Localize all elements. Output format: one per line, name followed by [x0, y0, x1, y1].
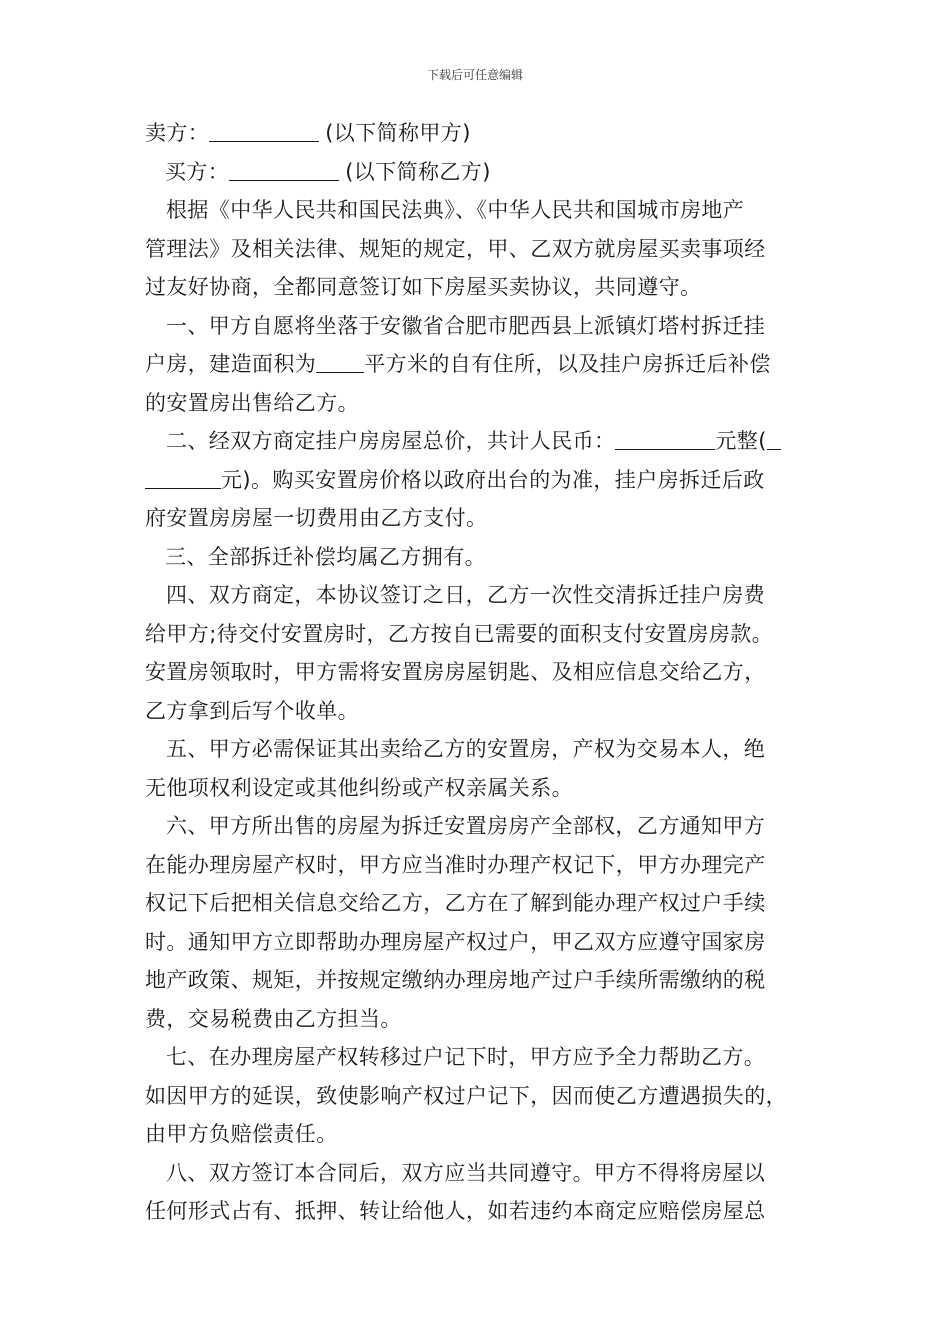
article-4-line-4: 乙方拿到后写个收单。: [145, 698, 359, 723]
seller-line: [145, 114, 810, 153]
article-6-line-1: 六、甲方所出售的房屋为拆迁安置房房产全部权，乙方通知甲方: [166, 814, 766, 838]
article-7-line-2: 如因甲方的延误，致使影响产权过户记下，因而使乙方遭遇损失的，: [145, 1083, 787, 1108]
buyer-suffix: (以下简称乙方): [345, 159, 491, 184]
article-5-line-1: 五、甲方必需保证其出卖给乙方的安置房，产权为交易本人，绝: [166, 737, 766, 761]
price-words-blank-start: [767, 427, 781, 450]
article-2-line-3: 府安置房房屋一切费用由乙方支付。: [145, 506, 488, 530]
article-1-line-1: 一、甲方自愿将坐落于安徽省合肥市肥西县上派镇灯塔村拆迁挂: [166, 313, 766, 338]
article-6-line-3: 权记下后把相关信息交给乙方，乙方在了解到能办理产权过户手续: [145, 891, 766, 915]
article-7-line-3: 由甲方负赔偿责任。: [145, 1122, 338, 1146]
article-2-text-c: 元)。购买安置房价格以政府出台的为准，挂户房拆迁后政: [221, 467, 765, 492]
buyer-line: [145, 153, 810, 192]
page-header: 下载后可任意编辑: [426, 68, 523, 82]
article-4-line-3: 安置房领取时，甲方需将安置房房屋钥匙、及相应信息交给乙方，: [145, 660, 766, 684]
article-3-line-1: 三、全部拆迁补偿均属乙方拥有。: [165, 544, 486, 569]
price-blank: [615, 427, 715, 450]
article-6-line-2: 在能办理房屋产权时，甲方应当准时办理产权记下，甲方办理完产: [145, 852, 766, 877]
article-1-text-a: 户房，建造面积为: [145, 352, 317, 376]
article-8-line-2: 任何形式占有、抵押、转让给他人，如若违约本商定应赔偿房屋总: [145, 1199, 766, 1223]
article-2-text-a: 二、经双方商定挂户房房屋总价，共计人民币：: [166, 429, 616, 453]
seller-label: 卖方：: [145, 121, 210, 145]
contract-body: [145, 114, 810, 1231]
seller-blank: [209, 119, 319, 142]
article-7-line-1: 七、在办理房屋产权转移过户记下时，甲方应予全力帮助乙方。: [166, 1045, 766, 1069]
article-1-text-b: 平方米的自有住所，以及挂户房拆迁后补偿: [364, 352, 771, 376]
article-4-line-1: 四、双方商定，本协议签订之日，乙方一次性交清拆迁挂户房费: [166, 583, 766, 607]
intro-line-2: 管理法》及相关法律、规矩的规定，甲、乙双方就房屋买卖事项经: [145, 236, 766, 261]
article-2-text-b: 元整(: [715, 429, 767, 453]
article-2-line-1: [145, 422, 810, 461]
price-words-blank: [145, 466, 221, 489]
article-1-line-2: [145, 345, 810, 384]
article-6-line-4: 时。通知甲方立即帮助办理房屋产权过户，甲乙双方应遵守国家房: [145, 929, 766, 954]
article-6-line-5: 地产政策、规矩，并按规定缴纳办理房地产过户手续所需缴纳的税: [145, 968, 766, 992]
article-1-line-3: 的安置房出售给乙方。: [145, 390, 359, 415]
intro-line-3: 过友好协商，全都同意签订如下房屋买卖协议，共同遵守。: [145, 275, 702, 299]
seller-suffix: (以下简称甲方): [325, 121, 471, 145]
article-8-line-1: 八、双方签订本合同后，双方应当共同遵守。甲方不得将房屋以: [166, 1160, 766, 1185]
buyer-label: 买方：: [165, 159, 230, 184]
intro-line-1: 根据《中华人民共和国民法典》、《中华人民共和国城市房地产: [166, 198, 745, 222]
buyer-blank: [229, 158, 339, 181]
article-5-line-2: 无他项权利设定或其他纠纷或产权亲属关系。: [145, 775, 573, 800]
article-6-line-6: 费，交易税费由乙方担当。: [145, 1006, 402, 1031]
article-2-line-2: [145, 461, 810, 500]
area-blank: [316, 350, 364, 373]
article-4-line-2: 给甲方;待交付安置房时，乙方按自已需要的面积支付安置房房款。: [145, 621, 774, 646]
